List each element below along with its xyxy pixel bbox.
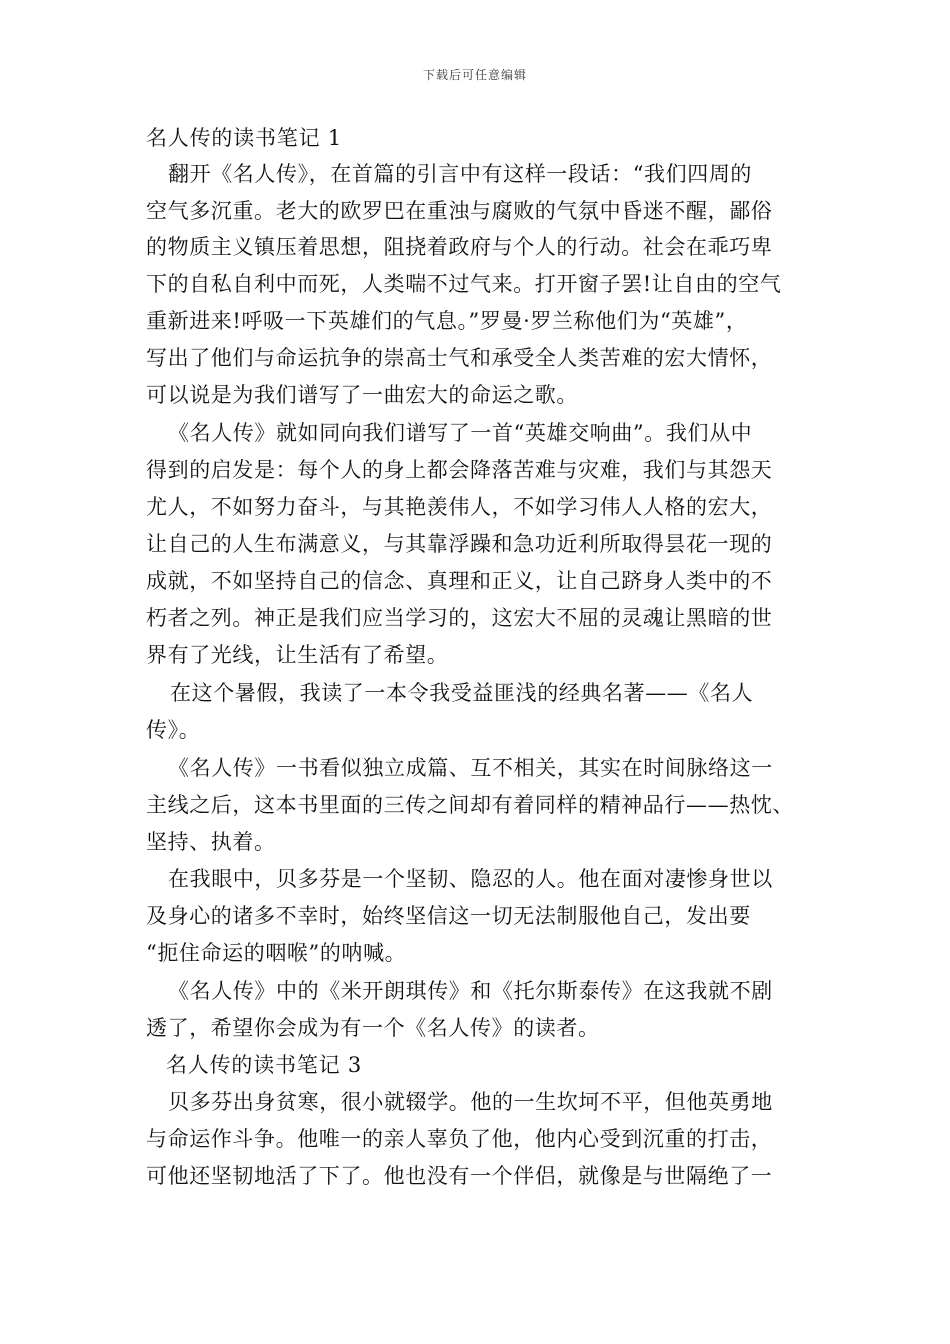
paragraph-line: 及身心的诸多不幸时，始终坚信这一切无法制服他自己，发出要 [146, 904, 751, 928]
paragraph-line: 《名人传》就如同向我们谱写了一首“英雄交响曲”。我们从中 [168, 421, 753, 445]
section-heading-3: 名人传的读书笔记 3 [166, 1053, 363, 1077]
paragraph-line: 得到的启发是：每个人的身上都会降落苦难与灾难，我们与其怨天 [146, 458, 773, 482]
paragraph-line: 下的自私自利中而死，人类喘不过气来。打开窗子罢!让自由的空气 [146, 272, 782, 296]
paragraph-line: 可以说是为我们谱写了一曲宏大的命运之歌。 [146, 383, 578, 407]
paragraph-line: 界有了光线，让生活有了希望。 [146, 643, 449, 667]
paragraph-line: 成就，不如坚持自己的信念、真理和正义，让自己跻身人类中的不 [146, 569, 773, 593]
paragraph-line: 重新进来!呼吸一下英雄们的气息。”罗曼·罗兰称他们为“英雄”， [146, 309, 748, 333]
paragraph-line: 与命运作斗争。他唯一的亲人辜负了他，他内心受到沉重的打击， [146, 1127, 773, 1151]
paragraph-line: 坚持、执着。 [146, 830, 276, 854]
paragraph-line: “扼住命运的咽喉”的呐喊。 [146, 941, 407, 965]
paragraph-line: 《名人传》一书看似独立成篇、互不相关，其实在时间脉络这一 [168, 756, 773, 780]
section-heading-1: 名人传的读书笔记 1 [146, 126, 343, 150]
paragraph-line: 翻开《名人传》，在首篇的引言中有这样一段话：“我们四周的 [168, 162, 753, 186]
paragraph-line: 可他还坚韧地活了下了。他也没有一个伴侣，就像是与世隔绝了一 [146, 1164, 773, 1188]
paragraph-line: 在我眼中，贝多芬是一个坚韧、隐忍的人。他在面对凄惨身世以 [168, 867, 773, 891]
paragraph-line: 的物质主义镇压着思想，阻挠着政府与个人的行动。社会在乖巧卑 [146, 235, 773, 259]
header-note: 下载后可任意编辑 [422, 68, 527, 82]
paragraph-line: 传》。 [146, 718, 201, 742]
paragraph-line: 主线之后，这本书里面的三传之间却有着同样的精神品行——热忱、 [146, 793, 794, 817]
paragraph-line: 透了，希望你会成为有一个《名人传》的读者。 [146, 1016, 600, 1040]
paragraph-line: 朽者之列。神正是我们应当学习的，这宏大不屈的灵魂让黑暗的世 [146, 606, 773, 630]
paragraph-line: 让自己的人生布满意义，与其靠浮躁和急功近利所取得昙花一现的 [146, 532, 773, 556]
paragraph-line: 《名人传》中的《米开朗琪传》和《托尔斯泰传》在这我就不剧 [168, 979, 773, 1003]
paragraph-line: 贝多芬出身贫寒，很小就辍学。他的一生坎坷不平，但他英勇地 [168, 1090, 773, 1114]
paragraph-line: 尤人，不如努力奋斗，与其艳羡伟人，不如学习伟人人格的宏大， [146, 495, 773, 519]
paragraph-line: 空气多沉重。老大的欧罗巴在重浊与腐败的气氛中昏迷不醒，鄙俗 [146, 199, 773, 223]
paragraph-line: 写出了他们与命运抗争的崇高士气和承受全人类苦难的宏大情怀， [146, 346, 773, 370]
paragraph-line: 在这个暑假，我读了一本令我受益匪浅的经典名著——《名人 [170, 681, 754, 705]
